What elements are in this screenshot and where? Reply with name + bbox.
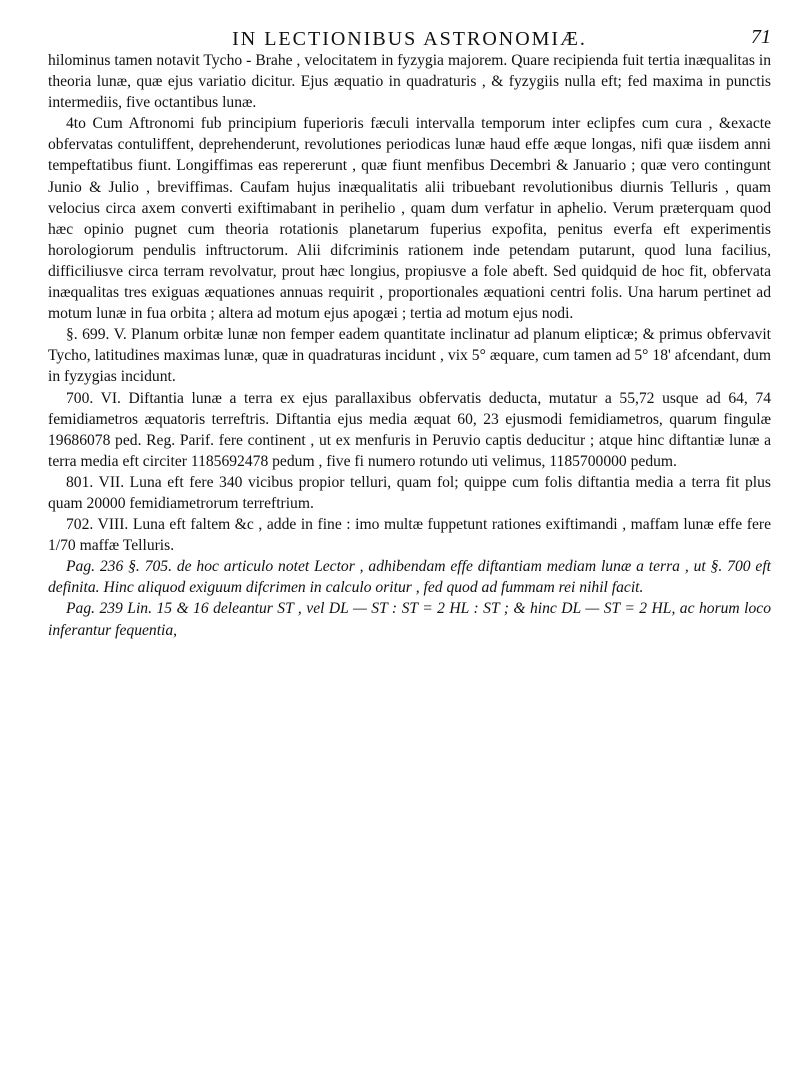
erratum-note-239: Pag. 239 Lin. 15 & 16 deleantur ST , vel DL — ST : ST = 2 HL : ST ; & hinc DL — ST = 2 HL, ac horum loco inferantur fequentia,: [48, 600, 771, 639]
paragraph-continuation: hilominus tamen notavit Tycho - Brahe , velocitatem in fyzygia majorem. Quare recipienda fuit tertia inæqualitas in theoria lunæ, quæ ejus variatio dicitur. Ejus æquatio in quadraturis , & fyzygiis nulla eft; fed maxima in punctis intermediis, five octantibus lunæ.: [48, 52, 771, 112]
body-text: [48, 50, 771, 641]
paragraph-700: 700. VI. Diftantia lunæ a terra ex ejus parallaxibus obfervatis deducta, mutatur a 55,72 usque ad 64, 74 femidiametros æquatoris terreftris. Diftantia ejus media æquat 60, 23 ejusmodi femidiametros, quarum fingulæ 19686078 ped. Reg. Parif. fere continent , ut ex menfuris in Peruvio captis deducitur ; atque hinc diftantiæ lunæ a terra media eft circiter 1185692478 pedum , five fi numero rotundo uti velimus, 1185700000 pedum.: [48, 389, 771, 470]
paragraph-4: 4to Cum Aftronomi fub principium fuperioris fæculi intervalla temporum inter eclipfes cum cura , &exacte obfervatas contuliffent, deprehenderunt, revolutiones periodicas lunæ haud effe æque longas, nifi quæ iisdem anni tempeftatibus fiunt. Longiffimas eas repererunt , quæ fiunt menfibus Decembri & Januario ; quæ vero contingunt Junio & Julio , breviffimas. Caufam hujus inæqualitatis alii tribuebant revolutionibus diurnis Telluris , quam velocius circa axem converti exiftimabant in perihelio , quam dum verfatur in aphelio. Verum præterquam quod hæc opinio pugnet cum theoria rotationis planetarum fuperius expofita, penitus everfa eft experimentis horologiorum pendulis inftructorum. Alii difcriminis rationem inde petendam putarunt, quod luna facilius, difficiliusve circa terram revolvatur, prout hæc longius, propiusve a fole abeft. Sed quidquid de hoc fit, obfervata inæqualitas tres exiguas æquationes annuas requirit , proportionales æquationi centri folis. Una harum pertinet ad motum lunæ in fua orbita ; altera ad motum ejus apogæi ; tertia ad motum ejus nodi.: [48, 115, 771, 323]
erratum-note-236: Pag. 236 §. 705. de hoc articulo notet Lector , adhibendam effe diftantiam mediam lunæ a terra , ut §. 700 eft definita. Hinc aliquod exiguum difcrimen in calculo oritur , fed quod ad fummam rei nihil facit.: [48, 558, 771, 597]
paragraph-702: 702. VIII. Luna eft faltem &c , adde in fine : imo multæ fuppetunt rationes exiftimandi , maffam lunæ effe fere 1/70 maffæ Telluris.: [48, 516, 771, 555]
running-head: IN LECTIONIBUS ASTRONOMIÆ.: [232, 28, 587, 50]
paragraph-699: §. 699. V. Planum orbitæ lunæ non femper eadem quantitate inclinatur ad planum elipticæ; & primus obfervavit Tycho, latitudines maximas lunæ, quæ in quadraturas incidunt , vix 5° æquare, cum tamen ad 5° 18' afcendant, dum in fyzygias incidunt.: [48, 326, 771, 386]
page-number: 71: [751, 26, 771, 48]
paragraph-801: 801. VII. Luna eft fere 340 vicibus propior telluri, quam fol; quippe cum folis diftantia media a terra fit plus quam 20000 femidiametrorum terreftrium.: [48, 473, 771, 512]
page-header: [48, 10, 771, 50]
